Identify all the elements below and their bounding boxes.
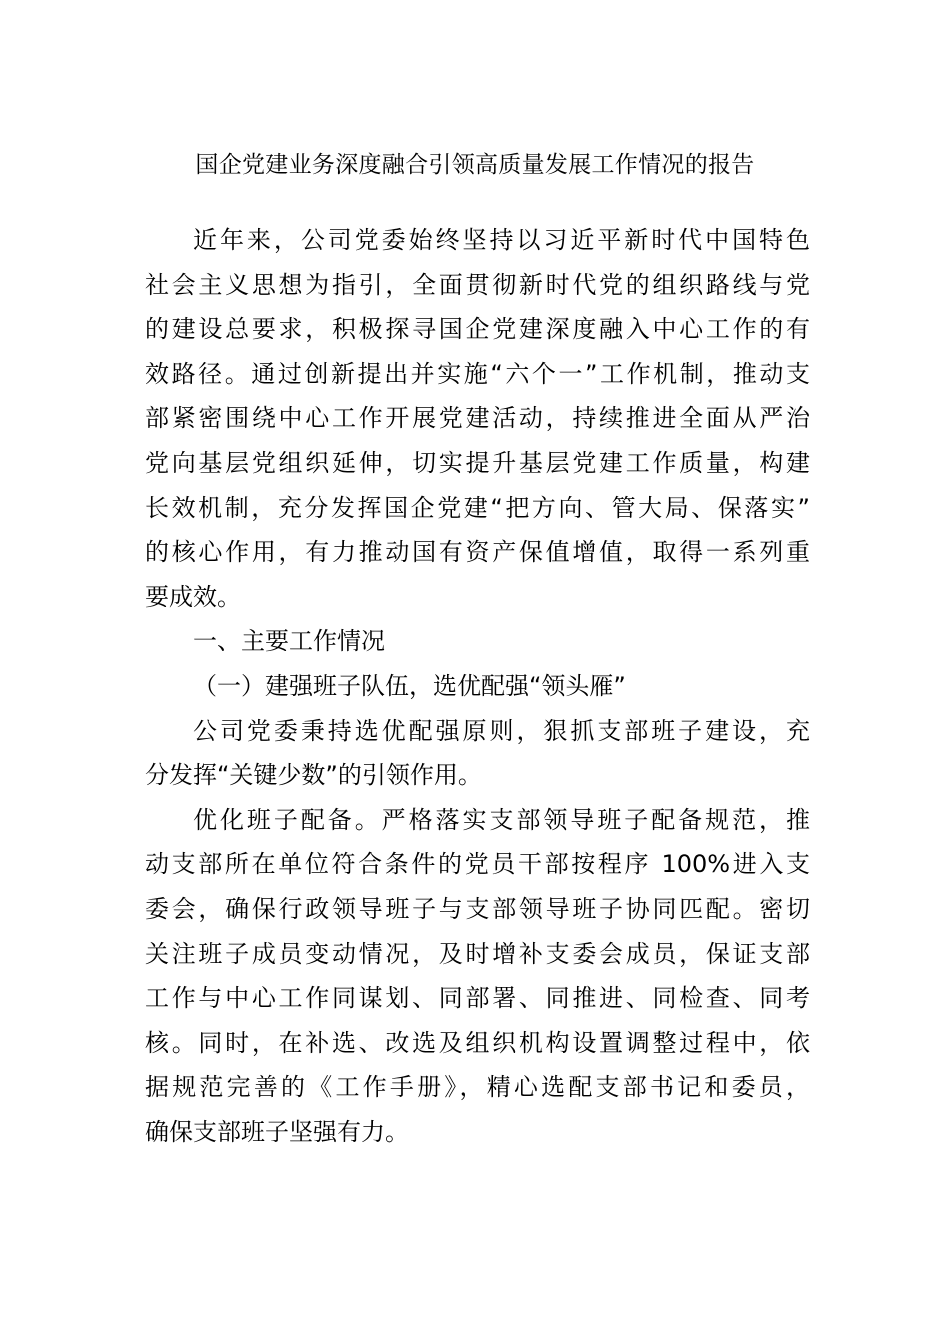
document-title: 国企党建业务深度融合引领高质量发展工作情况的报告 — [195, 152, 755, 178]
text-line: 工作与中心工作同谋划、同部署、同推进、同检查、同考 — [145, 984, 810, 1013]
section-heading: 一、主要工作情况 — [193, 627, 385, 656]
subsection-heading: （一）建强班子队伍，选优配强“领头雁” — [193, 671, 626, 700]
paragraph-team-building — [145, 709, 810, 798]
text-line: 要成效。 — [145, 582, 241, 611]
document-body — [145, 218, 810, 1154]
text-line: 社会主义思想为指引，全面贯彻新时代党的组织路线与党 — [145, 270, 810, 299]
text-line: 优化班子配备。严格落实支部领导班子配备规范，推 — [193, 805, 810, 834]
text-line: 的建设总要求，积极探寻国企党建深度融入中心工作的有 — [145, 315, 810, 344]
text-line: 效路径。通过创新提出并实施“六个一”工作机制，推动支 — [145, 359, 810, 388]
text-line: 部紧密围绕中心工作开展党建活动，持续推进全面从严治 — [145, 404, 810, 433]
text-line: 据规范完善的《工作手册》，精心选配支部书记和委员， — [145, 1073, 810, 1102]
text-line: 长效机制，充分发挥国企党建“把方向、管大局、保落实” — [145, 493, 810, 522]
paragraph-intro — [145, 218, 810, 619]
text-line: 分发挥“关键少数”的引领作用。 — [145, 761, 482, 790]
text-line: 的核心作用，有力推动国有资产保值增值，取得一系列重 — [145, 538, 810, 567]
text-line: 核。同时，在补选、改选及组织机构设置调整过程中，依 — [145, 1028, 810, 1057]
text-line: 委会，确保行政领导班子与支部领导班子协同匹配。密切 — [145, 894, 810, 923]
text-line: 确保支部班子坚强有力。 — [145, 1117, 409, 1146]
text-line: 公司党委秉持选优配强原则，狠抓支部班子建设，充 — [193, 716, 810, 745]
text-line: 动支部所在单位符合条件的党员干部按程序 100%进入支 — [145, 850, 810, 879]
text-line: 近年来，公司党委始终坚持以习近平新时代中国特色 — [193, 226, 810, 254]
text-line: 党向基层党组织延伸，切实提升基层党建工作质量，构建 — [145, 448, 810, 477]
text-line: 关注班子成员变动情况，及时增补支委会成员，保证支部 — [145, 939, 810, 968]
paragraph-optimize-team — [145, 798, 810, 1155]
